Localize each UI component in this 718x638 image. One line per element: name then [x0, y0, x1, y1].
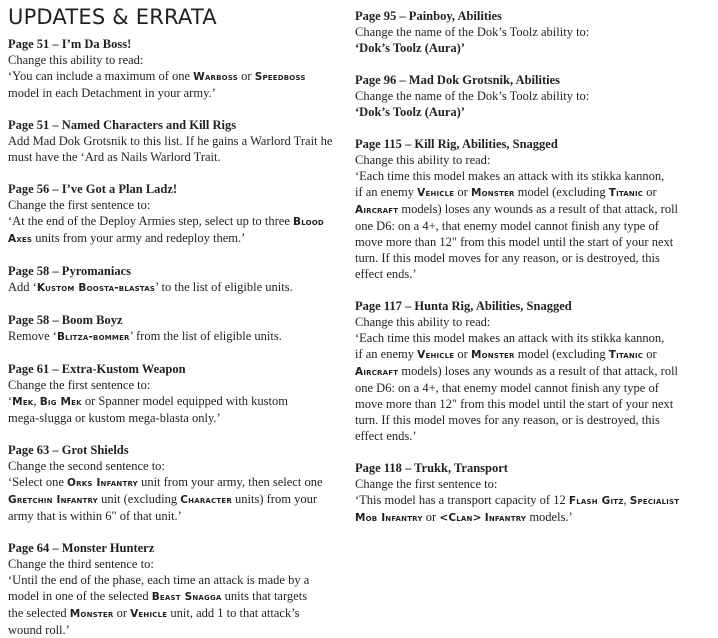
entry-line: [355, 330, 715, 346]
entry-line: [8, 410, 346, 426]
entry-spacer: [355, 56, 715, 72]
text-run: unit from your army, then select one: [137, 475, 323, 489]
text-run: the selected: [8, 606, 70, 620]
entry-spacer: [8, 165, 346, 181]
text-run: Remove ‘: [8, 329, 57, 343]
entry-line: [355, 104, 715, 120]
errata-entry: [355, 72, 715, 120]
entry-heading: Page 51 – Named Characters and Kill Rigs: [8, 118, 237, 132]
entry-heading: Page 56 – I’ve Got a Plan Ladz!: [8, 182, 178, 196]
entry-line: [355, 509, 715, 526]
keyword: Warboss: [193, 71, 239, 83]
errata-entry: [8, 181, 346, 247]
keyword: Big Mek: [39, 396, 82, 408]
text-run: ‘Dok’s Toolz (Aura)’: [355, 41, 465, 55]
text-run: effect ends.’: [355, 429, 417, 443]
entry-spacer: [355, 444, 715, 460]
text-run: ‘: [8, 394, 13, 408]
text-run: models.’: [526, 510, 573, 524]
text-run: move more than 12" from this model until the start of your next: [355, 235, 674, 249]
errata-entry: [8, 36, 346, 101]
keyword: Monster: [470, 187, 515, 199]
entry-heading: Page 115 – Kill Rig, Abilities, Snagged: [355, 137, 558, 151]
keyword: Beast Snagga: [151, 591, 222, 603]
entry-line: [355, 428, 715, 444]
text-run: Change the name of the Dok’s Toolz ability to:: [355, 89, 590, 103]
text-run: if an enemy: [355, 185, 418, 199]
entry-line: [355, 266, 715, 282]
text-run: or: [643, 185, 657, 199]
entry-heading: Page 96 – Mad Dok Grotsnik, Abilities: [355, 73, 560, 87]
entry-line: [355, 250, 715, 266]
text-run: model (excluding: [514, 185, 609, 199]
entry-line: [355, 218, 715, 234]
text-run: or: [113, 606, 131, 620]
entry-line: [8, 213, 346, 230]
entry-line: [8, 133, 346, 149]
text-run: ’ from the list of eligible units.: [129, 329, 282, 343]
keyword: Titanic: [608, 349, 644, 361]
entry-line: [355, 396, 715, 412]
text-run: Change this ability to read:: [355, 153, 491, 167]
text-run: Change this ability to read:: [355, 315, 491, 329]
left-column: [8, 0, 346, 638]
entry-line: [8, 556, 346, 572]
keyword: Blood: [293, 216, 324, 228]
errata-entry: [8, 361, 346, 426]
text-run: ‘Each time this model makes an attack with its stikka kannon,: [355, 331, 665, 345]
entry-line: [355, 168, 715, 184]
entry-line: [355, 201, 715, 218]
entry-line: [8, 377, 346, 393]
entry-heading: Page 63 – Grot Shields: [8, 443, 129, 457]
entry-heading: Page 118 – Trukk, Transport: [355, 461, 508, 475]
text-run: Add ‘: [8, 280, 37, 294]
keyword: Vehicle: [130, 608, 168, 620]
text-run: or: [454, 347, 471, 361]
keyword: Aircraft: [355, 366, 399, 378]
entry-line: [355, 88, 715, 104]
text-run: Change the second sentence to:: [8, 459, 165, 473]
text-run: turn. If this model moves for any reason, or is destroyed, this: [355, 413, 660, 427]
keyword: Blitza-bommer: [56, 331, 130, 343]
text-run: units that targets: [221, 589, 308, 603]
entry-line: [8, 393, 346, 410]
entry-line: [8, 491, 346, 508]
entry-heading: Page 64 – Monster Hunterz: [8, 541, 155, 555]
text-run: unit, add 1 to that attack’s: [167, 606, 300, 620]
entry-line: [8, 197, 346, 213]
keyword: Character: [180, 494, 232, 506]
errata-entry: [8, 540, 346, 638]
page-title: UPDATES & ERRATA: [8, 5, 217, 29]
entry-spacer: [355, 282, 715, 298]
entry-spacer: [8, 296, 346, 312]
keyword: Axes: [8, 233, 33, 245]
entry-line: [355, 152, 715, 168]
text-run: or: [643, 347, 657, 361]
entry-heading: Page 95 – Painboy, Abilities: [355, 9, 502, 23]
text-run: models) loses any wounds as a result of that attack, roll: [398, 364, 679, 378]
entry-line: [355, 476, 715, 492]
entry-heading: Page 117 – Hunta Rig, Abilities, Snagged: [355, 299, 572, 313]
text-run: or Spanner model equipped with kustom: [81, 394, 288, 408]
text-run: or: [238, 69, 255, 83]
keyword: Monster: [69, 608, 114, 620]
entry-spacer: [8, 101, 346, 117]
entry-line: [355, 492, 715, 509]
text-run: wound roll.’: [8, 623, 70, 637]
text-run: effect ends.’: [355, 267, 417, 281]
text-run: must have the ‘Ard as Nails Warlord Trait.: [8, 150, 221, 164]
keyword: Specialist: [629, 495, 680, 507]
text-run: Change the first sentence to:: [8, 198, 151, 212]
text-run: army that is within 6" of that unit.’: [8, 509, 182, 523]
text-run: model (excluding: [514, 347, 609, 361]
keyword: Infantry: [484, 512, 527, 524]
entry-line: [355, 363, 715, 380]
entry-heading: Page 61 – Extra-Kustom Weapon: [8, 362, 186, 376]
text-run: one D6: on a 4+, that enemy model cannot finish any type of: [355, 381, 659, 395]
entry-heading: Page 58 – Pyromaniacs: [8, 264, 132, 278]
entry-line: [8, 458, 346, 474]
left-entries: [8, 36, 346, 638]
right-column: [355, 0, 715, 526]
text-run: mega-slugga or kustom mega-blasta only.’: [8, 411, 221, 425]
entry-line: [8, 508, 346, 524]
entry-line: [355, 40, 715, 56]
text-run: ‘Select one: [8, 475, 68, 489]
text-run: or: [454, 185, 471, 199]
keyword: Vehicle: [417, 349, 455, 361]
entry-line: [8, 572, 346, 588]
text-run: models) loses any wounds as a result of that attack, roll: [398, 202, 679, 216]
entry-line: [8, 328, 346, 345]
text-run: ‘Each time this model makes an attack with its stikka kannon,: [355, 169, 665, 183]
entry-heading: Page 51 – I’m Da Boss!: [8, 37, 132, 51]
entry-spacer: [355, 120, 715, 136]
text-run: Change the first sentence to:: [8, 378, 151, 392]
errata-entry: [8, 312, 346, 345]
errata-entry: [355, 298, 715, 444]
errata-entry: [8, 263, 346, 296]
entry-line: [8, 230, 346, 247]
keyword: Kustom Boosta-blastas: [36, 282, 156, 294]
text-run: or: [422, 510, 440, 524]
entry-line: [8, 474, 346, 491]
text-run: ‘This model has a transport capacity of 12: [355, 493, 569, 507]
keyword: Aircraft: [355, 204, 399, 216]
keyword: Titanic: [608, 187, 644, 199]
text-run: one D6: on a 4+, that enemy model cannot finish any type of: [355, 219, 659, 233]
entry-line: [355, 24, 715, 40]
errata-entry: [355, 460, 715, 526]
text-run: ,: [623, 493, 630, 507]
entry-spacer: [8, 345, 346, 361]
keyword: Orks Infantry: [67, 477, 138, 489]
text-run: ,: [33, 394, 40, 408]
keyword: Vehicle: [417, 187, 455, 199]
keyword: <Clan>: [439, 512, 482, 524]
entry-line: [355, 380, 715, 396]
right-entries: [355, 8, 715, 526]
entry-line: [8, 52, 346, 68]
entry-heading: Page 58 – Boom Boyz: [8, 313, 123, 327]
text-run: turn. If this model moves for any reason, or is destroyed, this: [355, 251, 660, 265]
text-run: Change the name of the Dok’s Toolz ability to:: [355, 25, 590, 39]
errata-entry: [8, 117, 346, 165]
keyword: Monster: [470, 349, 515, 361]
text-run: ‘Until the end of the phase, each time an attack is made by a: [8, 573, 310, 587]
text-run: if an enemy: [355, 347, 418, 361]
entry-line: [8, 85, 346, 101]
text-run: ‘At the end of the Deploy Armies step, select up to three: [8, 214, 293, 228]
text-run: unit (excluding: [97, 492, 181, 506]
entry-line: [8, 588, 346, 605]
entry-line: [8, 605, 346, 622]
text-run: ‘Dok’s Toolz (Aura)’: [355, 105, 465, 119]
text-run: Change the first sentence to:: [355, 477, 498, 491]
entry-spacer: [8, 247, 346, 263]
entry-line: [8, 149, 346, 165]
text-run: units from your army and redeploy them.’: [32, 231, 246, 245]
errata-entry: [355, 8, 715, 56]
entry-line: [355, 234, 715, 250]
text-run: model in each Detachment in your army.’: [8, 86, 216, 100]
text-run: Change this ability to read:: [8, 53, 144, 67]
entry-line: [355, 412, 715, 428]
text-run: move more than 12" from this model until the start of your next: [355, 397, 674, 411]
text-run: ’ to the list of eligible units.: [155, 280, 293, 294]
entry-line: [355, 314, 715, 330]
text-run: Change the third sentence to:: [8, 557, 154, 571]
text-run: Add Mad Dok Grotsnik to this list. If he gains a Warlord Trait he: [8, 134, 333, 148]
errata-entry: [8, 442, 346, 524]
keyword: Flash Gitz: [568, 495, 624, 507]
keyword: Mek: [12, 396, 34, 408]
entry-line: [355, 346, 715, 363]
errata-entry: [355, 136, 715, 282]
entry-line: [355, 184, 715, 201]
keyword: Gretchin Infantry: [8, 494, 98, 506]
text-run: units) from your: [231, 492, 317, 506]
text-run: model in one of the selected: [8, 589, 152, 603]
keyword: Mob Infantry: [355, 512, 423, 524]
keyword: Speedboss: [254, 71, 306, 83]
text-run: ‘You can include a maximum of one: [8, 69, 194, 83]
entry-spacer: [8, 524, 346, 540]
entry-spacer: [8, 426, 346, 442]
entry-line: [8, 279, 346, 296]
entry-line: [8, 68, 346, 85]
